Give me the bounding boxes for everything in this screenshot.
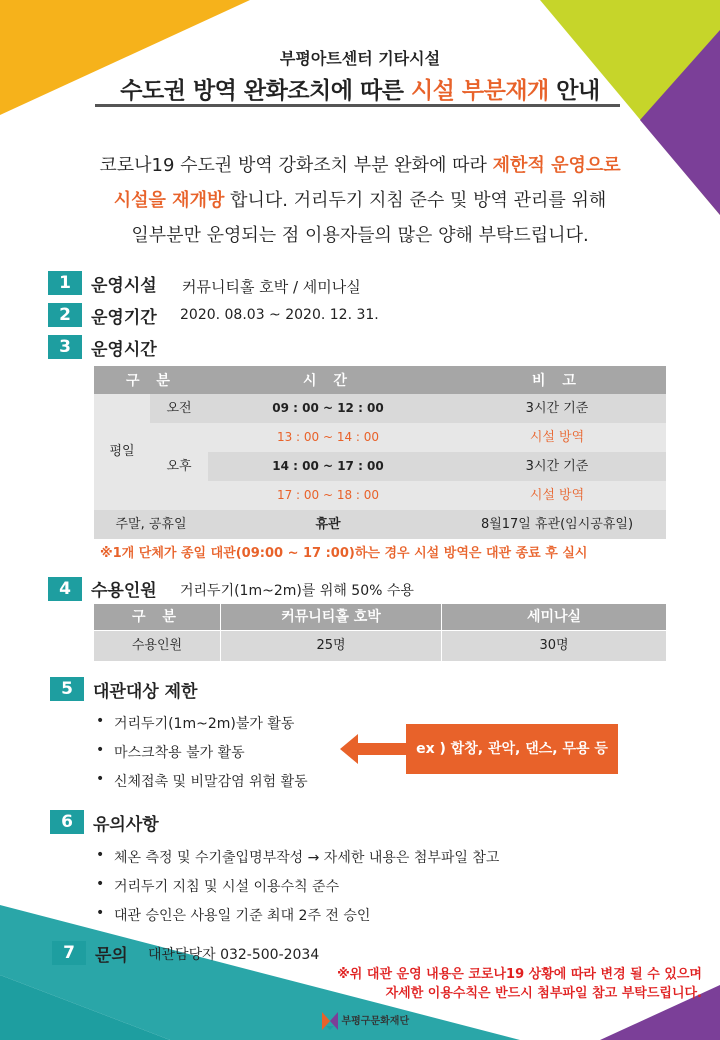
- afternoon-label: 오후: [150, 423, 208, 510]
- capacity-header-seminar: 세미나실: [442, 604, 666, 630]
- hours-table: [94, 366, 666, 394]
- note-row-2: 시설 방역: [448, 423, 666, 452]
- title-part2: 안내: [548, 78, 600, 104]
- note-row-3: 3시간 기준: [448, 452, 666, 481]
- note-row-1: 3시간 기준: [448, 394, 666, 423]
- section-number-5: 5: [50, 677, 84, 701]
- section-title-contact: 문의: [95, 946, 128, 966]
- hours-header-time: 시 간: [208, 366, 448, 394]
- time-row-4: 17 : 00 ~ 18 : 00: [208, 481, 448, 510]
- intro-text: [0, 148, 720, 253]
- note-row-4: 시설 방역: [448, 481, 666, 510]
- intro-line1-highlight: 제한적 운영으로: [492, 155, 621, 176]
- section-number-1: 1: [48, 271, 82, 295]
- time-row-1: 09 : 00 ~ 12 : 00: [208, 394, 448, 423]
- foundation-logo-icon: [322, 1012, 338, 1030]
- restriction-item-1: • 거리두기(1m~2m)불가 활동: [114, 713, 294, 733]
- intro-line3: 일부분만 운영되는 점 이용자들의 많은 양해 부탁드립니다.: [131, 225, 589, 246]
- time-row-2: 13 : 00 ~ 14 : 00: [208, 423, 448, 452]
- section-number-2: 2: [48, 303, 82, 327]
- title-underline: [95, 104, 620, 107]
- hours-header-category: 구 분: [94, 366, 208, 394]
- title-part1: 수도권 방역 완화조치에 따른: [120, 78, 411, 104]
- section-number-3: 3: [48, 335, 82, 359]
- hours-header-note: 비 고: [448, 366, 666, 394]
- capacity-seminar-value: 30명: [442, 631, 666, 661]
- restriction-item-3: • 신체접촉 및 비말감염 위험 활동: [114, 771, 308, 791]
- section-title-capacity: 수용인원: [91, 581, 157, 601]
- restriction-example-box: ex ) 합창, 관악, 댄스, 무용 등: [406, 724, 618, 774]
- bottom-footnote: [337, 965, 702, 1003]
- title-highlight: 시설 부분재개: [410, 78, 549, 104]
- section-number-7: 7: [52, 941, 86, 965]
- morning-label: 오전: [150, 394, 208, 423]
- contact-value: 대관담당자 032-500-2034: [148, 947, 320, 963]
- footnote-line1: ※위 대관 운영 내용은 코로나19 상황에 따라 변경 될 수 있으며: [337, 967, 702, 982]
- header-subtitle: 부평아트센터 기타시설: [279, 49, 441, 68]
- time-row-3: 14 : 00 ~ 17 : 00: [208, 452, 448, 481]
- weekday-label: 평일: [109, 444, 135, 459]
- footnote-line2: 자세한 이용수칙은 반드시 첨부파일 참고 부탁드립니다.: [385, 986, 702, 1001]
- weekend-label: 주말, 공휴일: [94, 510, 208, 539]
- capacity-hall-value: 25명: [221, 631, 441, 661]
- weekend-note: 8월17일 휴관(임시공휴일): [448, 510, 666, 539]
- capacity-header-hall: 커뮤니티홀 호박: [221, 604, 441, 630]
- foundation-logo: [322, 1012, 409, 1030]
- period-value: 2020. 08.03 ~ 2020. 12. 31.: [180, 307, 379, 323]
- notice-item-3: • 대관 승인은 사용일 기준 최대 2주 전 승인: [114, 905, 370, 925]
- capacity-row-label: 수용인원: [94, 631, 220, 661]
- section-number-4: 4: [48, 577, 82, 601]
- weekend-time: 휴관: [208, 510, 448, 539]
- facility-value: 커뮤니티홀 호박 / 세미나실: [182, 278, 361, 296]
- section-number-6: 6: [50, 810, 84, 834]
- section-title-facility: 운영시설: [91, 276, 157, 296]
- section-title-restrictions: 대관대상 제한: [93, 682, 198, 702]
- section-title-hours: 운영시간: [91, 340, 157, 360]
- intro-line1: 코로나19 수도권 방역 강화조치 부분 완화에 따라: [99, 155, 493, 176]
- notice-item-1: • 체온 측정 및 수기출입명부작성 → 자세한 내용은 첨부파일 참고: [114, 847, 499, 867]
- foundation-logo-text: 부평구문화재단: [341, 1016, 410, 1027]
- section-title-period: 운영기간: [91, 308, 157, 328]
- restriction-item-2: • 마스크착용 불가 활동: [114, 742, 245, 762]
- notice-item-2: • 거리두기 지침 및 시설 이용수칙 준수: [114, 876, 339, 896]
- intro-line2: 합니다. 거리두기 지침 준수 및 방역 관리를 위해: [230, 190, 607, 211]
- section-title-notices: 유의사항: [93, 815, 159, 835]
- arrow-left-icon: [340, 734, 406, 764]
- capacity-header-category: 구 분: [94, 604, 220, 630]
- hours-footnote: ※1개 단체가 종일 대관(09:00 ~ 17 :00)하는 경우 시설 방역은 대관 종료 후 실시: [100, 546, 588, 561]
- intro-line2-highlight: 시설을 재개방: [113, 190, 225, 211]
- capacity-note: 거리두기(1m~2m)를 위해 50% 수용: [180, 583, 414, 599]
- page-title: [0, 72, 720, 105]
